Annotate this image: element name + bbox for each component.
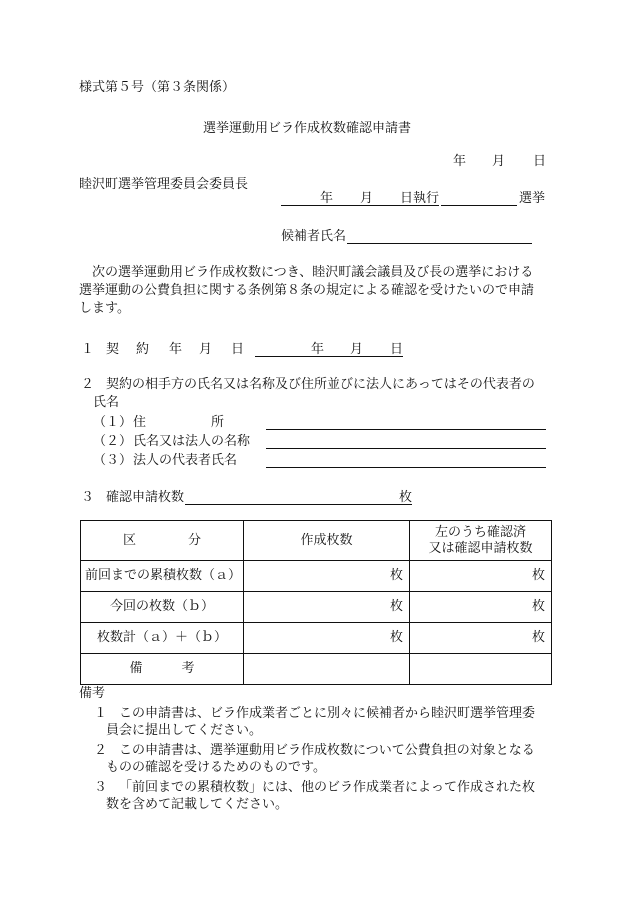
item1-number: １ xyxy=(81,342,95,357)
representative-field[interactable] xyxy=(266,467,546,468)
item2-number: ２ xyxy=(81,377,95,392)
name-field[interactable] xyxy=(266,448,546,449)
item3-label: 確認申請枚数 xyxy=(106,490,185,505)
sub1-number: （１） xyxy=(93,415,133,430)
sub3-label: 法人の代表者氏名 xyxy=(133,453,238,468)
item3-unit: 枚 xyxy=(399,490,413,505)
table-row xyxy=(81,623,552,654)
remarks-cell[interactable] xyxy=(244,654,410,685)
note3-line2: 数を含めて記載してください。 xyxy=(106,797,289,812)
header-confirmed xyxy=(410,521,552,561)
row-label: 備 考 xyxy=(81,654,244,685)
notes-heading: 備考 xyxy=(79,686,106,701)
election-month-label: 月 xyxy=(360,191,374,206)
remarks-cell[interactable] xyxy=(410,654,552,685)
item1-char: 年 xyxy=(169,342,183,357)
sub2-number: （２） xyxy=(93,434,133,449)
sub2-label: 氏名又は法人の名称 xyxy=(133,434,251,449)
row-label: 今回の枚数（ｂ） xyxy=(81,592,244,623)
addressee: 睦沢町選挙管理委員会委員長 xyxy=(79,177,249,192)
created-cell[interactable]: 枚 xyxy=(244,623,410,654)
note2-line2: ものの確認を受けるためのものです。 xyxy=(106,760,326,775)
created-cell[interactable]: 枚 xyxy=(244,561,410,592)
intro-line: します。 xyxy=(79,301,130,316)
note1-number: １ xyxy=(94,706,108,721)
date-day-label: 日 xyxy=(533,154,547,169)
created-cell[interactable]: 枚 xyxy=(244,592,410,623)
intro-paragraph xyxy=(79,264,534,318)
sub3-number: （３） xyxy=(93,453,133,468)
table-row xyxy=(81,561,552,592)
confirmed-cell[interactable]: 枚 xyxy=(410,592,552,623)
requested-count-field[interactable] xyxy=(185,504,412,505)
table-row xyxy=(81,592,552,623)
item2-line: 契約の相手方の氏名又は名称及び住所並びに法人にあってはその代表者の xyxy=(106,377,535,392)
header-confirmed-line2: 又は確認申請枚数 xyxy=(428,540,533,556)
sub1-label: 住 所 xyxy=(133,415,225,430)
item1-char: 約 xyxy=(136,342,150,357)
confirmed-cell[interactable]: 枚 xyxy=(410,623,552,654)
row-label: 枚数計（ａ）＋（ｂ） xyxy=(81,623,244,654)
contract-year-label: 年 xyxy=(311,342,325,357)
candidate-label: 候補者氏名 xyxy=(281,229,347,244)
election-executed-label: 執行 xyxy=(413,191,440,206)
contract-day-label: 日 xyxy=(390,342,404,357)
count-table xyxy=(80,520,552,685)
election-label: 選挙 xyxy=(519,191,546,206)
election-year-label: 年 xyxy=(320,191,334,206)
table-row xyxy=(81,654,552,685)
note3-number: ３ xyxy=(94,780,108,795)
note2-line1: この申請書は、選挙運動用ビラ作成枚数について公費負担の対象となる xyxy=(119,743,535,758)
note1-line1: この申請書は、ビラ作成業者ごとに別々に候補者から睦沢町選挙管理委 xyxy=(119,706,536,721)
item1-char: 日 xyxy=(231,342,245,357)
document-title: 選挙運動用ビラ作成枚数確認申請書 xyxy=(203,121,412,136)
row-label: 前回までの累積枚数（ａ） xyxy=(81,561,244,592)
form-number: 様式第５号（第３条関係） xyxy=(79,80,236,95)
election-day-label: 日 xyxy=(400,191,414,206)
date-month-label: 月 xyxy=(492,154,506,169)
header-confirmed-line1: 左のうち確認済 xyxy=(434,524,526,540)
header-created: 作成枚数 xyxy=(244,521,410,561)
item1-char: 月 xyxy=(199,342,213,357)
note2-number: ２ xyxy=(94,743,108,758)
intro-line: 次の選挙運動用ビラ作成枚数につき、睦沢町議会議員及び長の選挙における xyxy=(92,265,534,280)
contract-month-label: 月 xyxy=(350,342,364,357)
contract-date-field[interactable] xyxy=(255,356,403,357)
intro-line: 選挙運動の公費負担に関する条例第８条の規定による確認を受けたいので申請 xyxy=(79,283,535,298)
candidate-name-field[interactable] xyxy=(347,243,532,244)
item1-char: 契 xyxy=(106,342,120,357)
address-field[interactable] xyxy=(266,429,546,430)
note1-line2: 員会に提出してください。 xyxy=(106,723,263,738)
note3-line1: 「前回までの累積枚数」には、他のビラ作成業者によって作成された枚 xyxy=(119,780,536,795)
table-header-row xyxy=(81,521,552,561)
confirmed-cell[interactable]: 枚 xyxy=(410,561,552,592)
item2-line: 氏名 xyxy=(93,395,120,410)
date-year-label: 年 xyxy=(453,154,467,169)
header-category: 区 分 xyxy=(81,521,244,561)
item3-number: ３ xyxy=(81,490,95,505)
election-name-field[interactable] xyxy=(441,205,517,206)
